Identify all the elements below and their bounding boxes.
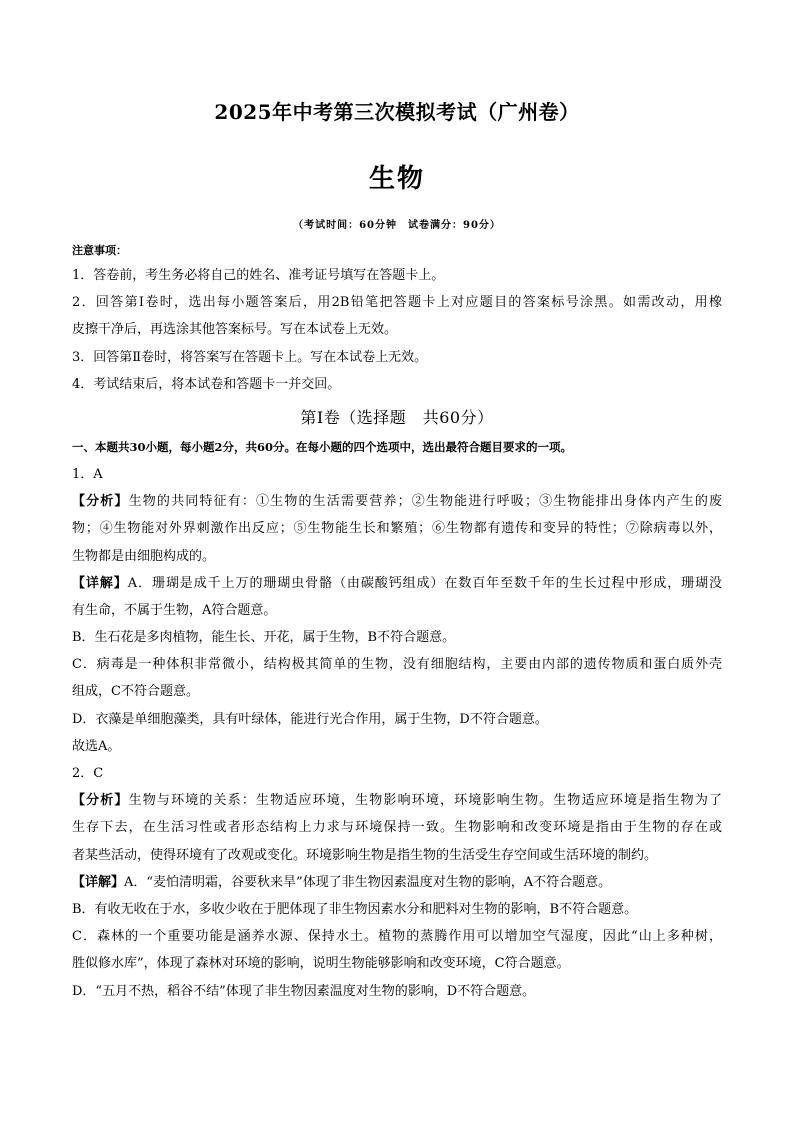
question-2-detail-line: 胜似修水库”，体现了森林对环境的影响，说明生物能够影响和改变环境，C符合题意。 [72, 956, 570, 972]
analysis-tag: 【分析】 [72, 494, 129, 510]
detail-tag: 【详解】 [72, 874, 125, 890]
exam-info: （考试时间：60分钟 试卷满分：90分） [293, 220, 501, 231]
question-2-detail-line: C．森林的一个重要功能是涵养水源、保持水土。植物的蒸腾作用可以增加空气湿度，因此“山上多种树， [72, 929, 722, 945]
question-1-detail-line: 有生命，不属于生物，A符合题意。 [72, 602, 277, 618]
question-1-detail-line: B．生石花是多肉植物，能生长、开花，属于生物，B不符合题意。 [72, 630, 456, 646]
question-1-analysis-line: 生物都是由细胞构成的。 [72, 548, 216, 564]
question-2-analysis-line: 者某些活动，使得环境有了改观或变化。环境影响生物是指生物的生活受生存空间或生活环境的制约。 [72, 847, 658, 863]
question-1-detail-line: C．病毒是一种体积非常微小，结构极其简单的生物，没有细胞结构，主要由内部的遗传物质和蛋白质外壳 [72, 657, 722, 673]
question-1-analysis-line [72, 488, 722, 515]
notice-item-continued: 皮擦干净后，再选涂其他答案标号。写在本试卷上无效。 [72, 322, 398, 338]
subject-title: 生物 [368, 164, 425, 194]
section-title: 第Ⅰ卷（选择题 共60分） [300, 407, 494, 427]
section-instructions: 一、本题共30小题，每小题2分，共60分。在每小题的四个选项中，选出最符合题目要求的一项。 [72, 439, 573, 454]
notice-item: 3．回答第Ⅱ卷时，将答案写在答题卡上。写在本试卷上无效。 [72, 349, 428, 365]
question-1-detail-line [72, 570, 722, 597]
analysis-text: 生物的共同特征有：①生物的生活需要营养；②生物能进行呼吸；③生物能排出身体内产生的废 [128, 494, 722, 510]
document-body [72, 240, 722, 1005]
question-1-detail-line: 组成，C不符合题意。 [72, 684, 199, 700]
detail-tag: 【详解】 [72, 575, 128, 591]
question-1-analysis-line: 物；④生物能对外界刺激作出反应；⑤生物能生长和繁殖；⑥生物都有遗传和变异的特性；⑦除病毒以外， [72, 521, 722, 537]
question-1-conclusion: 故选A。 [72, 738, 121, 754]
question-2-detail-line [72, 869, 722, 896]
analysis-tag: 【分析】 [72, 793, 129, 809]
detail-text: A．“麦怕清明霜，谷要秋来旱”体现了非生物因素温度对生物的影响，A不符合题意。 [124, 874, 612, 890]
question-1-detail-line: D．衣藻是单细胞藻类，具有叶绿体，能进行光合作用，属于生物，D不符合题意。 [72, 711, 548, 727]
question-1-answer: 1．A [72, 466, 103, 482]
question-2-answer: 2．C [72, 766, 104, 781]
document-page [72, 0, 722, 1123]
exam-title: 2025年中考第三次模拟考试（广州卷） [214, 100, 580, 124]
notice-item: 1．答卷前，考生务必将自己的姓名、准考证号填写在答题卡上。 [72, 268, 445, 283]
analysis-text: 生物与环境的关系：生物适应环境，生物影响环境，环境影响生物。生物适应环境是指生物为了 [128, 793, 722, 809]
notice-item: 2．回答第Ⅰ卷时，选出每小题答案后，用2B铅笔把答题卡上对应题目的答案标号涂黑。如需改动，用橡 [72, 295, 722, 311]
question-2-detail-line: D．“五月不热，稻谷不结”体现了非生物因素温度对生物的影响，D不符合题意。 [72, 983, 536, 999]
detail-text: A．珊瑚是成千上万的珊瑚虫骨骼（由碳酸钙组成）在数百年至数千年的生长过程中形成，珊瑚没 [127, 575, 722, 591]
question-2-detail-line: B．有收无收在于水，多收少收在于肥体现了非生物因素水分和肥料对生物的影响，B不符合题意。 [72, 901, 638, 917]
notice-heading: 注意事项： [72, 244, 127, 257]
notice-item: 4．考试结束后，将本试卷和答题卡一并交回。 [72, 376, 341, 392]
question-2-analysis-line [72, 787, 722, 814]
question-2-analysis-line: 生存下去，在生活习性或者形态结构上力求与环境保持一致。生物影响和改变环境是指由于生物的存在或 [72, 820, 722, 836]
